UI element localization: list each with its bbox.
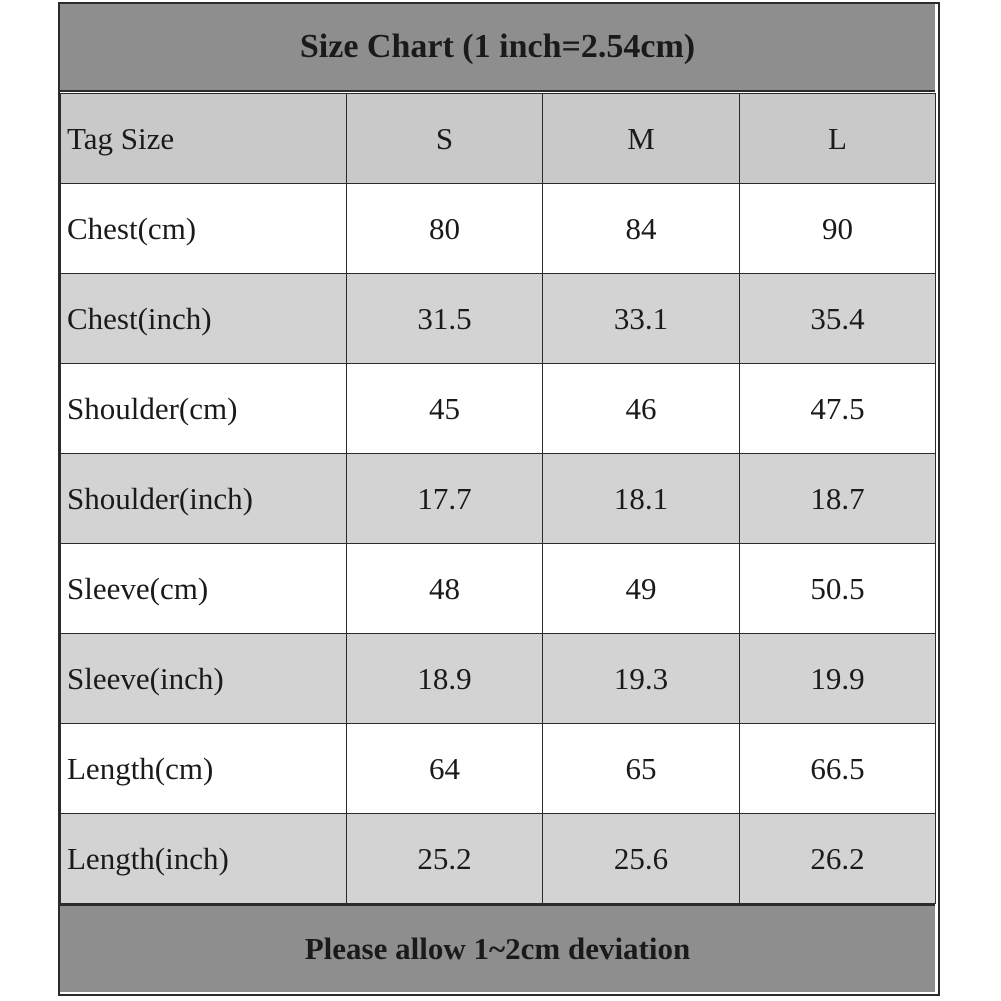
cell-value-s: 48 <box>347 544 543 634</box>
table-row <box>61 814 936 904</box>
header-cell-size-l: L <box>740 94 936 184</box>
cell-value-s: 17.7 <box>347 454 543 544</box>
cell-value-s: 31.5 <box>347 274 543 364</box>
table-row <box>61 634 936 724</box>
cell-value-l: 47.5 <box>740 364 936 454</box>
cell-value-l: 18.7 <box>740 454 936 544</box>
row-label: Shoulder(cm) <box>61 364 347 454</box>
cell-value-m: 46 <box>543 364 740 454</box>
cell-value-m: 49 <box>543 544 740 634</box>
size-chart-title: Size Chart (1 inch=2.54cm) <box>60 4 935 92</box>
cell-value-l: 90 <box>740 184 936 274</box>
deviation-note: Please allow 1~2cm deviation <box>60 904 935 992</box>
row-label: Chest(cm) <box>61 184 347 274</box>
cell-value-m: 19.3 <box>543 634 740 724</box>
cell-value-s: 45 <box>347 364 543 454</box>
row-label: Shoulder(inch) <box>61 454 347 544</box>
cell-value-l: 50.5 <box>740 544 936 634</box>
size-chart-table <box>60 93 936 904</box>
row-label: Chest(inch) <box>61 274 347 364</box>
cell-value-m: 65 <box>543 724 740 814</box>
header-cell-tag-size: Tag Size <box>61 94 347 184</box>
cell-value-s: 64 <box>347 724 543 814</box>
cell-value-l: 66.5 <box>740 724 936 814</box>
cell-value-l: 35.4 <box>740 274 936 364</box>
cell-value-s: 25.2 <box>347 814 543 904</box>
cell-value-s: 80 <box>347 184 543 274</box>
table-row <box>61 454 936 544</box>
row-label: Sleeve(inch) <box>61 634 347 724</box>
header-cell-size-m: M <box>543 94 740 184</box>
cell-value-m: 18.1 <box>543 454 740 544</box>
cell-value-m: 84 <box>543 184 740 274</box>
cell-value-m: 33.1 <box>543 274 740 364</box>
cell-value-s: 18.9 <box>347 634 543 724</box>
table-row <box>61 184 936 274</box>
table-row <box>61 544 936 634</box>
table-row <box>61 364 936 454</box>
row-label: Length(cm) <box>61 724 347 814</box>
row-label: Length(inch) <box>61 814 347 904</box>
row-label: Sleeve(cm) <box>61 544 347 634</box>
table-header-row <box>61 94 936 184</box>
cell-value-l: 26.2 <box>740 814 936 904</box>
header-cell-size-s: S <box>347 94 543 184</box>
table-row <box>61 724 936 814</box>
cell-value-m: 25.6 <box>543 814 740 904</box>
cell-value-l: 19.9 <box>740 634 936 724</box>
table-row <box>61 274 936 364</box>
